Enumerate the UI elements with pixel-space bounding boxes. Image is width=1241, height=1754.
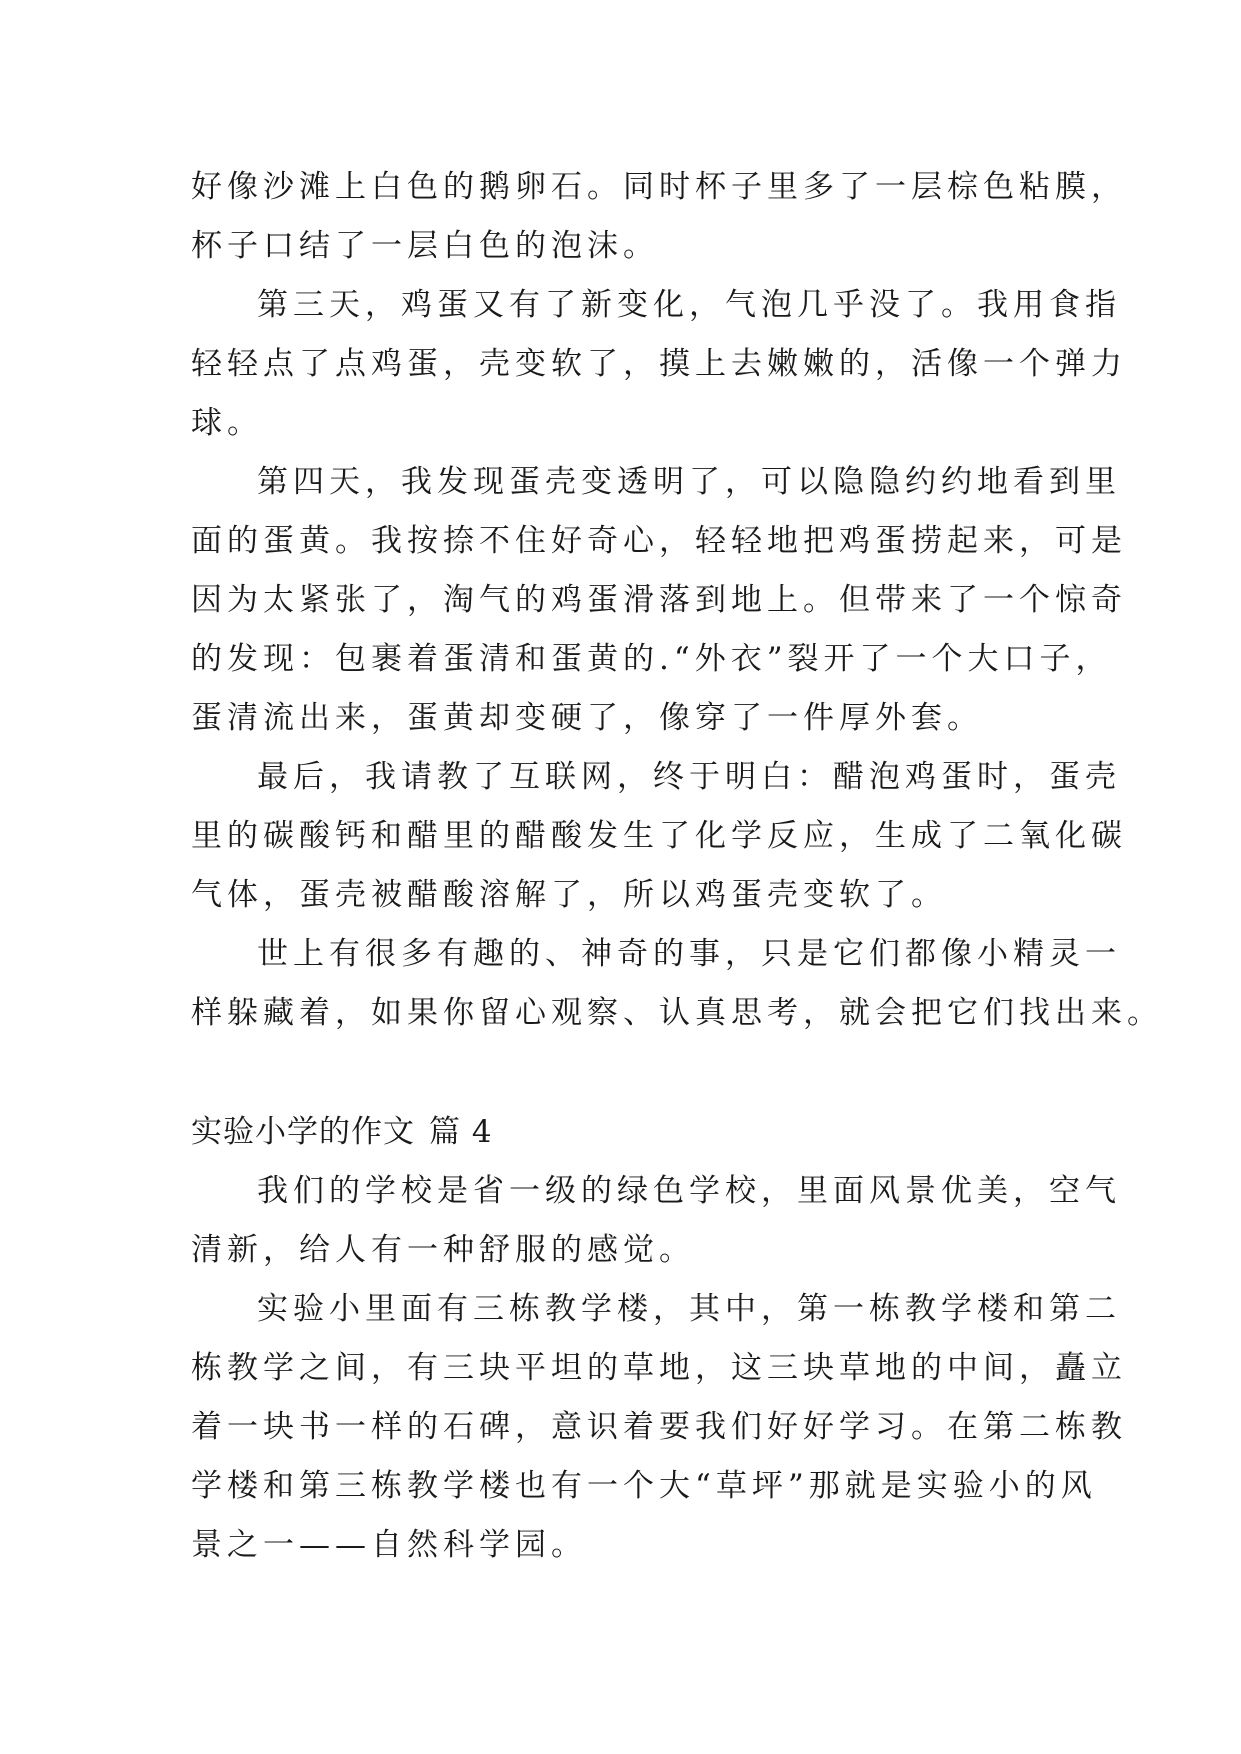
text-line: 里的碳酸钙和醋里的醋酸发生了化学反应，生成了二氧化碳: [191, 818, 1127, 854]
text-line: 球。: [191, 405, 263, 441]
text-line: 实验小里面有三栋教学楼，其中，第一栋教学楼和第二: [257, 1291, 1121, 1327]
text-line: 最后，我请教了互联网，终于明白：醋泡鸡蛋时，蛋壳: [257, 759, 1121, 795]
text-line: 着一块书一样的石碑，意识着要我们好好学习。在第二栋教: [191, 1409, 1127, 1445]
section-spacer: [191, 1043, 1051, 1103]
text-line: 的发现：包裹着蛋清和蛋黄的.“外衣”裂开了一个大口子，: [191, 641, 1112, 677]
text-line: 气体，蛋壳被醋酸溶解了，所以鸡蛋壳变软了。: [191, 877, 947, 913]
text-line: 好像沙滩上白色的鹅卵石。同时杯子里多了一层棕色粘膜，: [191, 169, 1127, 205]
paragraph-e: [191, 925, 1163, 1043]
section-label: 篇 4: [429, 1114, 493, 1150]
text-line: 杯子口结了一层白色的泡沫。: [191, 228, 659, 264]
text-line: 第三天，鸡蛋又有了新变化，气泡几乎没了。我用食指: [257, 287, 1121, 323]
text-line: 景之一——自然科学园。: [191, 1527, 587, 1563]
section-title: 实验小学的作文: [191, 1114, 415, 1150]
text-line: 蛋清流出来，蛋黄却变硬了，像穿了一件厚外套。: [191, 700, 983, 736]
paragraph-d: [191, 748, 1127, 925]
text-line: 我们的学校是省一级的绿色学校，里面风景优美，空气: [257, 1173, 1121, 1209]
text-line: 因为太紧张了，淘气的鸡蛋滑落到地上。但带来了一个惊奇: [191, 582, 1127, 618]
text-line: 轻轻点了点鸡蛋，壳变软了，摸上去嫩嫩的，活像一个弹力: [191, 346, 1127, 382]
paragraph-g: [191, 1280, 1127, 1575]
document-body: [191, 158, 1163, 1575]
text-line: 清新，给人有一种舒服的感觉。: [191, 1232, 695, 1268]
text-line: 世上有很多有趣的、神奇的事，只是它们都像小精灵一: [257, 936, 1121, 972]
paragraph-a: [191, 158, 1127, 276]
text-line: 第四天，我发现蛋壳变透明了，可以隐隐约约地看到里: [257, 464, 1121, 500]
text-line: 学楼和第三栋教学楼也有一个大“草坪”那就是实验小的风: [191, 1468, 1097, 1504]
paragraph-c: [191, 453, 1127, 748]
paragraph-f: [191, 1162, 1121, 1280]
paragraph-b: [191, 276, 1127, 453]
text-line: 栋教学之间，有三块平坦的草地，这三块草地的中间，矗立: [191, 1350, 1127, 1386]
text-line: 样躲藏着，如果你留心观察、认真思考，就会把它们找出来。: [191, 995, 1163, 1031]
text-line: 面的蛋黄。我按捺不住好奇心，轻轻地把鸡蛋捞起来，可是: [191, 523, 1127, 559]
section-heading: [191, 1103, 1051, 1162]
